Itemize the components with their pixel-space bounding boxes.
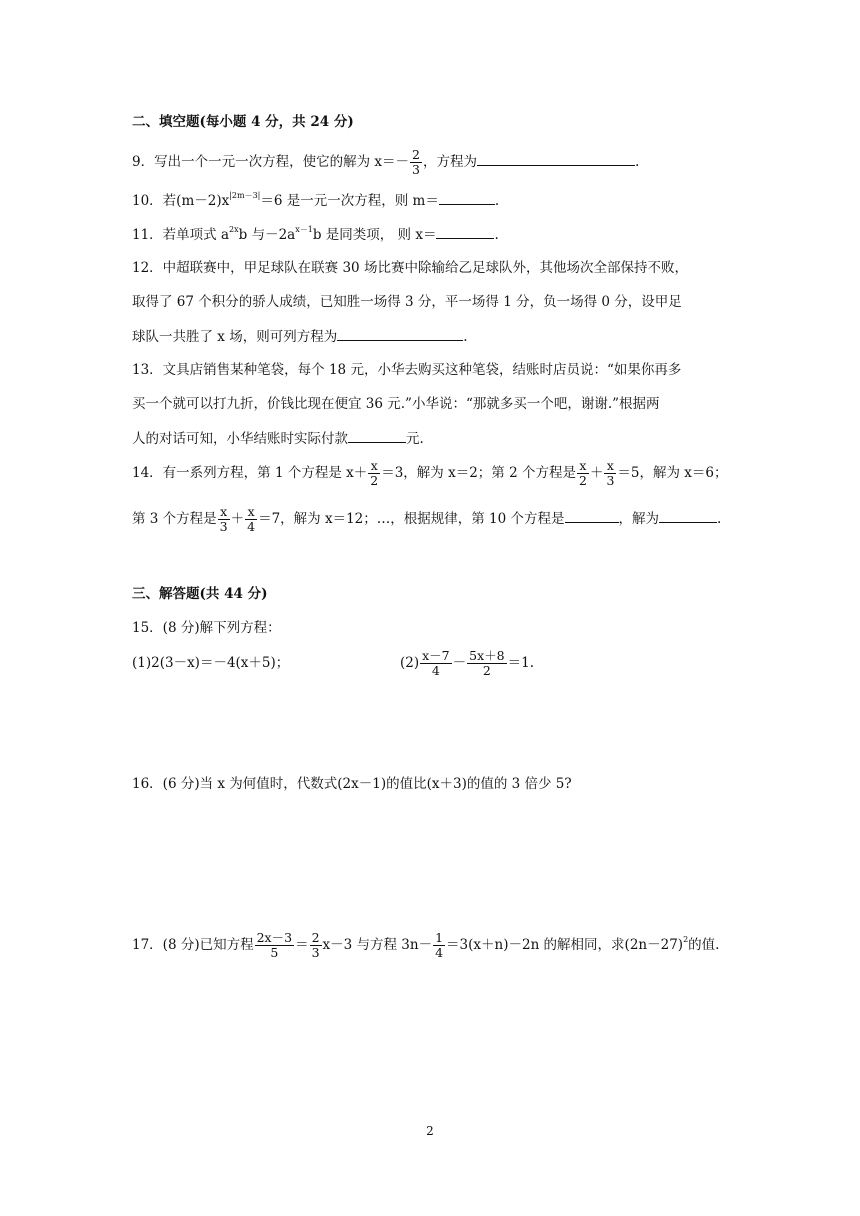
question-12-line-2: 取得了 67 个积分的骄人成绩，已知胜一场得 3 分，平一场得 1 分，负一场得 0 分，设甲足 (132, 294, 682, 310)
question-17 (132, 928, 719, 962)
q14-end: . (717, 511, 722, 527)
q14-f3-num: x (604, 459, 616, 474)
question-16: 16．(6 分)当 x 为何值时，代数式(2x－1)的值比(x＋3)的值的 3 倍少 5? (132, 776, 572, 792)
question-15-part-2 (400, 646, 534, 680)
q14-f1-den: 2 (370, 473, 379, 488)
q10-end: . (494, 193, 500, 209)
q17-fraction-3 (433, 931, 445, 960)
page-number: 2 (426, 1124, 434, 1138)
q14-f5-den: 4 (247, 519, 256, 534)
q14-f2-num: x (577, 459, 589, 474)
q15-f1-den: 4 (431, 663, 440, 678)
question-15-part-1: (1)2(3－x)＝－4(x＋5)； (132, 655, 290, 671)
q11-text: 11．若单项式 a (132, 227, 230, 243)
question-12-line-1: 12．中超联赛中，甲足球队在联赛 30 场比赛中除输给乙足球队外，其他场次全部保持不败， (132, 260, 688, 276)
q9-fraction-den: 3 (412, 162, 420, 177)
q14-text-4: 第 3 个方程是 (132, 511, 217, 527)
q15-fraction-1 (420, 649, 452, 678)
q14-solution-blank[interactable] (659, 508, 717, 523)
question-11 (132, 224, 499, 245)
q17-fraction-2 (310, 931, 322, 960)
q15-fraction-2 (467, 649, 506, 678)
q9-fraction-num: 2 (412, 147, 420, 162)
question-13-line-1: 13．文具店销售某种笔袋，每个 18 元，小华去购买这种笔袋，结账时店员说：“如果你再多 (132, 362, 682, 378)
q14-fraction-3 (604, 459, 616, 488)
q15-minus: － (452, 655, 467, 671)
q10-text-2: ＝6 是一元一次方程，则 m＝ (260, 193, 439, 209)
q13-end: 元. (406, 431, 424, 447)
q14-fraction-4 (218, 505, 230, 534)
q17-f1-den: 5 (270, 945, 279, 960)
q10-exponent: |2m－3| (229, 191, 261, 200)
q11-text-2: b 与－2a (238, 227, 296, 243)
q14-f4-den: 3 (219, 519, 228, 534)
q13-text: 人的对话可知，小华结账时实际付款 (132, 431, 348, 447)
q9-answer-blank[interactable] (477, 151, 635, 166)
q14-fraction-2 (577, 459, 589, 488)
question-13-line-2: 买一个就可以打九折，价钱比现在便宜 36 元.”小华说：“那就多买一个吧，谢谢.”根据两 (132, 396, 660, 412)
q9-text-2: ，方程为 (422, 154, 477, 170)
question-10 (132, 190, 499, 211)
q14-f2-den: 2 (578, 473, 587, 488)
question-14-line-2 (132, 502, 721, 536)
q11-exponent-2: x－1 (295, 225, 313, 234)
q14-text-3: ＝5，解为 x＝6； (617, 465, 728, 481)
q15-p2-label: (2) (400, 655, 420, 671)
q14-text-5: ＝7，解为 x＝12；…，根据规律，第 10 个方程是 (258, 511, 565, 527)
q15-f2-den: 2 (482, 663, 491, 678)
q11-end: . (494, 227, 499, 243)
q14-text: 14．有一系列方程，第 1 个方程是 x＋ (132, 465, 368, 481)
q12-answer-blank[interactable] (337, 326, 463, 341)
q17-f1-num: 2x－3 (256, 930, 293, 945)
q14-f3-den: 3 (606, 473, 615, 488)
q12-end: . (463, 329, 468, 345)
q12-text: 球队一共胜了 x 场，则可列方程为 (132, 329, 338, 345)
q11-exponent-1: 2x (229, 225, 239, 234)
q9-text: 9．写出一个一元一次方程，使它的解为 x＝－ (132, 154, 409, 170)
q14-text-2: ＝3，解为 x＝2；第 2 个方程是 (381, 465, 576, 481)
q15-p2-end: ＝1. (507, 655, 534, 671)
q17-exponent: 2 (683, 935, 689, 944)
q11-text-3: b 是同类项， 则 x＝ (312, 227, 437, 243)
q14-f1-num: x (368, 459, 380, 474)
section-title-fill-in: 二、填空题(每小题 4 分，共 24 分) (132, 114, 354, 130)
q9-fraction (410, 148, 422, 177)
q17-text: 17．(8 分)已知方程 (132, 937, 254, 953)
q14-equation-blank[interactable] (565, 508, 619, 523)
q13-answer-blank[interactable] (348, 428, 406, 443)
q14-f4-num: x (218, 505, 230, 520)
q11-answer-blank[interactable] (436, 224, 494, 239)
question-9 (132, 145, 639, 179)
q15-f2-num: 5x＋8 (469, 648, 505, 663)
q14-f5-num: x (245, 505, 257, 520)
q15-f1-num: x－7 (422, 648, 450, 663)
q10-text: 10．若(m－2)x (132, 193, 230, 209)
q14-fraction-5 (245, 505, 257, 534)
q17-text-2: x－3 与方程 3n－ (322, 937, 433, 953)
q14-fraction-1 (368, 459, 380, 488)
q17-f3-den: 4 (435, 945, 444, 960)
section-title-solve: 三、解答题(共 44 分) (132, 586, 268, 602)
q17-fraction-1 (255, 931, 294, 960)
q10-answer-blank[interactable] (439, 190, 495, 205)
q17-f2-num: 2 (311, 930, 320, 945)
q14-plus-2: ＋ (230, 511, 245, 527)
q17-text-4: 的值. (688, 937, 720, 953)
question-13-line-3 (132, 428, 424, 449)
question-14-line-1 (132, 456, 727, 490)
q17-f3-num: 1 (435, 930, 444, 945)
q14-plus: ＋ (589, 465, 604, 481)
q17-f2-den: 3 (311, 945, 320, 960)
question-12-line-3 (132, 326, 468, 347)
q9-end: . (634, 154, 640, 170)
question-15-head: 15．(8 分)解下列方程： (132, 620, 281, 636)
q17-equals: ＝ (295, 937, 309, 953)
q14-text-6: ，解为 (618, 511, 660, 527)
q17-text-3: ＝3(x＋n)－2n 的解相同，求(2n－27) (446, 937, 684, 953)
